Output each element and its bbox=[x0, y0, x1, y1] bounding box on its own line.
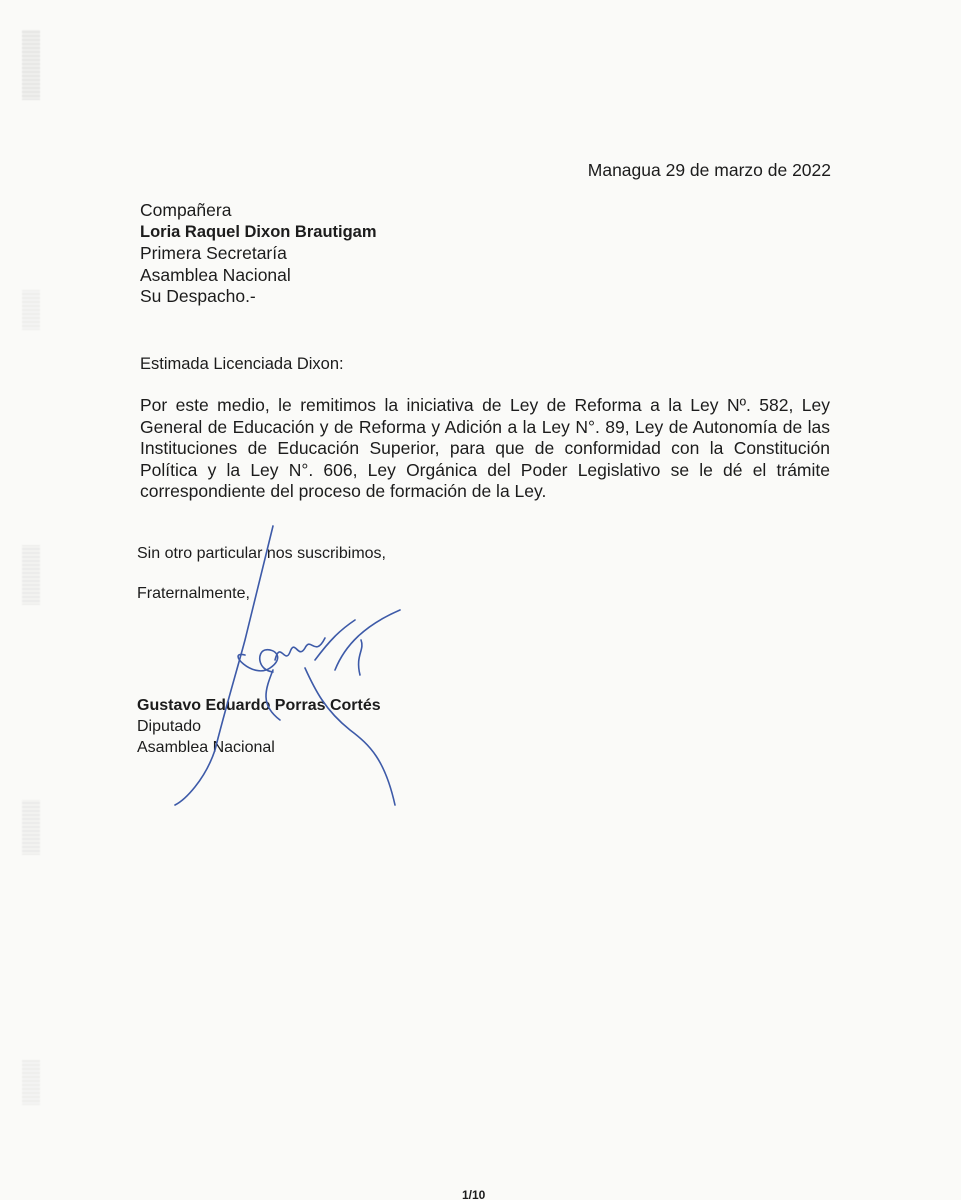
closing-salutation: Fraternalmente, bbox=[137, 585, 250, 602]
letter-date: Managua 29 de marzo de 2022 bbox=[587, 160, 831, 180]
handwritten-signature bbox=[165, 520, 425, 820]
recipient-institution: Asamblea Nacional bbox=[140, 264, 291, 285]
closing-line: Sin otro particular nos suscribimos, bbox=[137, 545, 386, 562]
salutation: Estimada Licenciada Dixon: bbox=[140, 355, 344, 373]
signer-title: Diputado bbox=[137, 718, 202, 735]
scan-artifact bbox=[22, 545, 40, 605]
page-number: 1/10 bbox=[462, 1188, 486, 1200]
recipient-greeting: Compañera bbox=[140, 200, 232, 220]
signer-name: Gustavo Eduardo Porras Cortés bbox=[137, 697, 381, 714]
signer-institution: Asamblea Nacional bbox=[137, 739, 275, 756]
recipient-name: Loria Raquel Dixon Brautigam bbox=[140, 222, 377, 241]
scan-artifact bbox=[22, 30, 40, 100]
scan-artifact bbox=[22, 1060, 40, 1105]
letter-body: Por este medio, le remitimos la iniciativa de Ley de Reforma a la Ley Nº. 582, Ley General de Educación y de Reforma y Adición a la Ley N°. 89, Ley de Autonomía de las Instituciones de Educación Superior, para que de conformidad con la Constitución Política y la Ley N°. 606, Ley Orgánica del Poder Legislativo se le dé el trámite correspondiente del proceso de formación de la Ley. bbox=[140, 395, 830, 501]
recipient-block bbox=[140, 200, 377, 308]
recipient-title: Primera Secretaría bbox=[140, 243, 287, 263]
scan-artifact bbox=[22, 290, 40, 330]
scan-artifact bbox=[22, 800, 40, 855]
recipient-office: Su Despacho.- bbox=[140, 286, 256, 306]
